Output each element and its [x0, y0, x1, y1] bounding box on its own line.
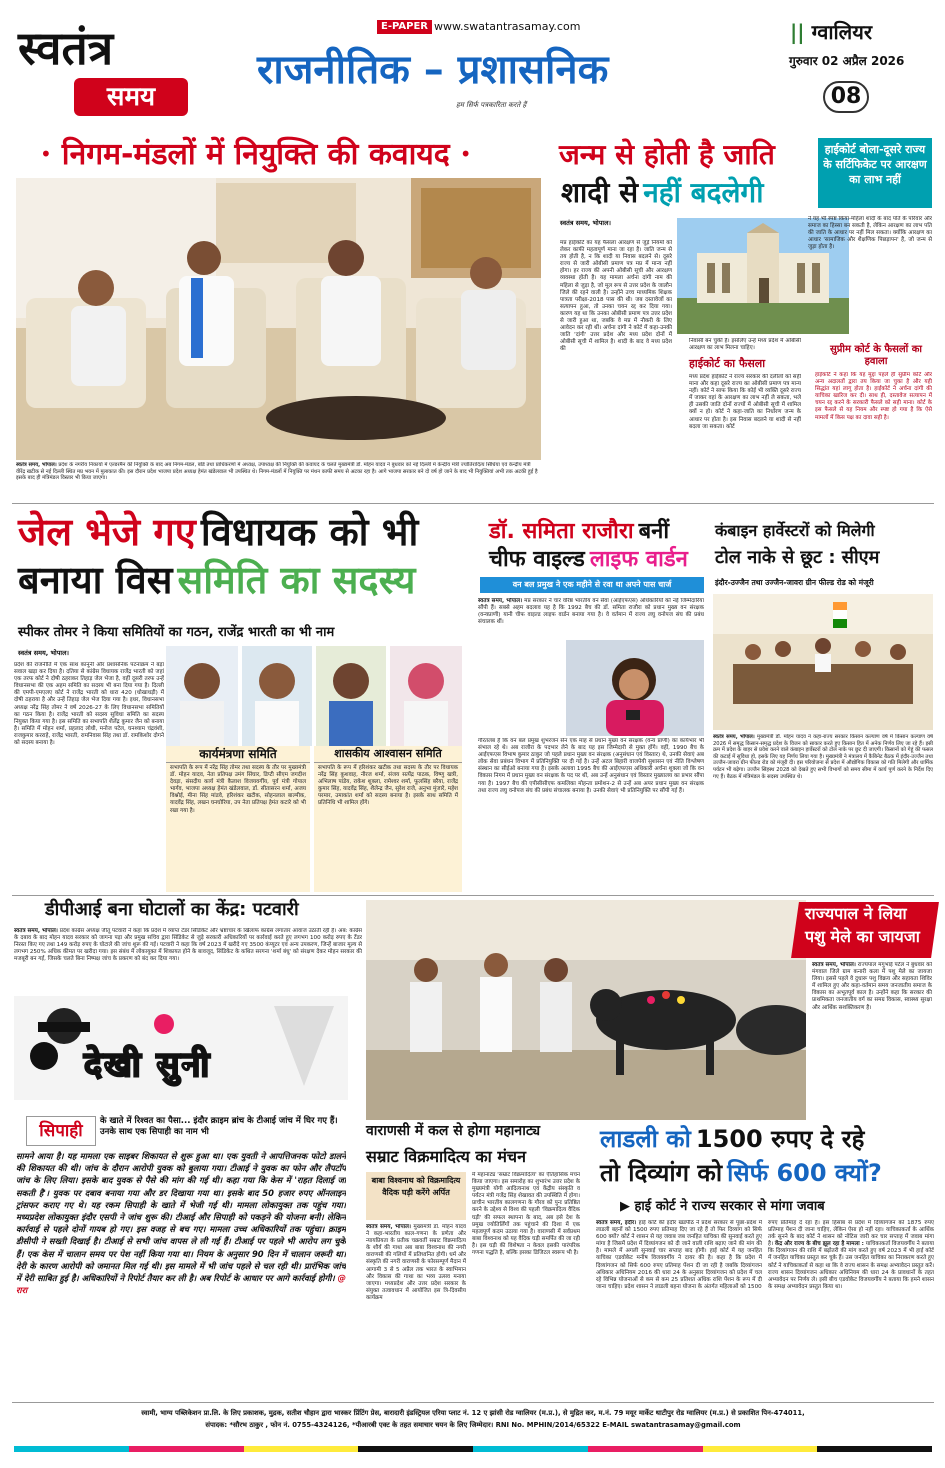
s3-box2-text: सभापति के रूप में हरिशंकर खटीक तथा सदस्य के तौर पर विधायक नरेंद्र सिंह कुशवाह, नीरज शर्मा, संजय सत्येंद्र पाठक, विष्णु खत्री, अभिलाष पांडेय, राकेश शुक्ला, रामेश्वर शर्मा, फूलसिंह बरैया, राजेंद्र कुमार सिंह, यादवेंद्र सिंह, शैलेन्द्र जैन, सुरेश राजे, अनुभा मुंजारे, महेश परमार, उमाकांत शर्मा को सदस्य बनाया है। इसके साथ समिति में प्रतिनिधि भी शामिल होंगे।	[318, 765, 458, 807]
issue-date: गुरुवार 02 अप्रैल 2026	[789, 54, 905, 68]
divider	[12, 895, 934, 896]
color-swatch	[473, 1446, 588, 1452]
s2-title-2b: नहीं बदलेगी	[643, 176, 764, 209]
samita-rajoura-photo	[566, 640, 704, 736]
s10-subhead: केंद्र और राज्य के बीच झूल रहा है मामला :	[774, 1241, 864, 1248]
s1-photo	[16, 178, 541, 460]
s2-title-1: जन्म से होती है जाति	[559, 138, 775, 171]
s8-head-box	[26, 1116, 96, 1146]
s9-title-1: वाराणसी में कल से होगा महानाट्य	[366, 1123, 541, 1139]
s2-col3: ने यह भी स्पष्ट किया-महिला शादी के बाद पति के परिवार और समाज का हिस्सा बन सकती है, लेकिन आरक्षण का लाभ पति की जाति के आधार पर नहीं मिल सकता। क्योंकि आरक्षण का आधार 'सामाजिक और शैक्षणिक पिछड़ापन' है, जो जन्म से जुड़ा होता है।	[808, 216, 932, 251]
epaper-tag: E-PAPER	[377, 20, 432, 34]
s5-byline: स्वतंत्र समय, भोपाल।	[713, 734, 755, 740]
tagline: हम सिर्फ पत्रकारिता करते हैं	[456, 101, 527, 109]
s2-col2: निवासी बन चुकी हैं। इसलिए उन्हें मध्य प्रदेश में ओबीसी आरक्षण का लाभ मिलना चाहिए।	[689, 338, 801, 352]
s1-caption-text: प्रदेश के नगरीय निकायों में एल्डरमैन की नियुक्ति के बाद अब निगम-मंडल, बोर्ड तथा प्राधिकरणों में अध्यक्ष, उपाध्यक्ष की नियुक्ति की कवायद के चलते मुख्यमंत्री डॉ. मोहन यादव ने बुधवार को नई दिल्ली में केन्द्रीय मंत्री ज्योतिरादित्य सिंधिया एवं केन्द्रीय मंत्री वीरेंद्र खटीक से नई दिल्ली स्थित मप्र भवन में मुलाकात की। इस दौरान प्रदेश भाजपा प्रदेश अध्यक्ष हेमंत खंडेलवाल भी उपस्थित थे। निगम-मंडलों में नियुक्ति पर मंथन काफी समय से अटका रहा है। आगे भाजपा सरकार बने दो वर्ष हो जाने के बाद भी नियुक्तियां अभी तक अटकी हुई है इसके बाद ही मंत्रिमंडल विस्तार भी किया जाएगा।	[16, 462, 538, 482]
s4-body-1	[478, 598, 704, 640]
s2-highlight-box	[818, 138, 932, 208]
s4-photo	[566, 640, 704, 736]
s9-col2: में महानाट्य 'सम्राट विक्रमादित्य' का ऐतिहासिक मंचन किया जाएगा। इस समारोह का शुभारंभ उत्तर प्रदेश के मुख्यमंत्री योगी आदित्यनाथ एवं केंद्रीय संस्कृति व पर्यटन मंत्री गजेंद्र सिंह शेखावत की उपस्थिति में होगा। प्राचीन भारतीय कालगणना के गौरव को पुनः प्रतिष्ठित करने के उद्देश्य से विश्व की पहली 'विक्रमादित्य वैदिक घड़ी' की सफल स्थापना के बाद, अब इसे देश के प्रमुख ज्योतिर्लिंगों तक पहुंचाने की दिशा में एक महत्वपूर्ण कदम उठाया गया है। वाराणसी में सर्वप्रथम बाबा विश्वनाथ को यह वैदिक घड़ी समर्पित की जा रही है। इस घड़ी की विशेषता न केवल इसकी पारंपरिक गणना पद्धति है, बल्कि इसका डिजिटल स्वरूप भी है।	[472, 1172, 580, 1257]
s4-body-1-text: मप्र सरकार ने चार वरिष्ठ भारतीय वन सेवा (आईएफएस) अधिकारियों को नई जिम्मेदारियां सौंपी हैं। सबसे अहम बदलाव यह है कि 1992 बैच की डॉ. समिता राजौरा को प्रधान मुख्य वन संरक्षक (वन्यप्राणी) यानी चीफ वाइल्ड लाइफ वार्डन बनाया गया है। वे वर्तमान में राज्य लघु वनोपज संघ की प्रबंध संचालक थीं।	[478, 598, 704, 626]
s7-title-2: पशु मेले का जायजा	[805, 927, 920, 946]
s8-body-wrap	[16, 1150, 346, 1398]
s2-col3b: हाईकोर्ट ने कहा कि यह मुद्दा पहले ही सुप्रीम कोर्ट और अन्य अदालतों द्वारा तय किया जा चुका है और यही सिद्धांत यहां लागू होता है। हाईकोर्ट ने अर्चना दांगी की याचिका खारिज कर दी। साथ ही, दस्तावेज सत्यापन में चयन रद्द करने के सरकारी फैसले को सही माना। कोर्ट के इस फैसले से यह नियम और स्पष्ट हो गया है कि ऐसे मामलों में किस पक्ष का दावा सही है।	[815, 372, 932, 421]
s5-body	[713, 734, 933, 892]
s2-box-text: हाईकोर्ट बोला-दूसरे राज्य के सर्टिफिकेट पर आरक्षण का लाभ नहीं	[823, 143, 927, 186]
s2-subhead-1: हाईकोर्ट का फैसला	[689, 357, 766, 370]
s5-title-1: कंबाइन हार्वेस्टरों को मिलेगी	[715, 521, 875, 540]
masthead	[14, 22, 229, 122]
s1-caption	[16, 462, 541, 496]
s7-body	[812, 962, 932, 1118]
s6-byline: स्वतंत्र समय, भोपाल।	[14, 928, 58, 934]
logo-bottom-box	[74, 78, 188, 116]
s1-caption-lead: स्वतंत्र समय, भोपाल।	[16, 462, 57, 468]
bullet-dot: •	[40, 142, 52, 166]
s10-title-2a: तो दिव्यांग को	[600, 1159, 723, 1187]
s10-col2-text: रुपए प्रतिमाह दे रहा है। इस हिसाब से प्रदेश में दिव्यांगजन को 1875 रुपए प्रतिमाह पेंशन दी जाना चाहिए, लेकिन ऐसा हो नहीं रहा। याचिकाकर्ता के आर्थिक तर्क सुनने के बाद कोर्ट ने शासन को नोटिस जारी कर चार सप्ताह में जवाब मांगा है।	[768, 1220, 934, 1248]
s3-body: प्रदेश की राजनीति में एक साथ कानूनी और प्रशासनिक पटनाक्रम ने बड़ा सवाल खड़ा कर दिया है। दतिया से कांग्रेस विधायक राजेंद्र भारती को जहां एक तरफ कोर्ट ने दोषी ठहराकर तिहाड़ जेल भेजा है, वहीं दूसरी तरफ उन्हें विधानसभा की एक अहम समिति का सदस्य भी बना दिया गया है। दिल्ली की एमपी-एमएलए कोर्ट ने राजेंद्र भारती को धारा 420 (धोखाधड़ी) में दोषी ठहराया है और उन्हें तिहाड़ जेल भेज दिया गया है। इधर, विधानसभा अध्यक्ष नरेंद्र सिंह तोमर ने वर्ष 2026-27 के लिए विधानसभा समितियों का गठन किया है। राजेंद्र भारती को सदस्य सुविधा समिति का सदस्य नियुक्त किया गया है। इस समिति का सभापति शैलेंद्र कुमार जैन को बनाया है। समिति में मोहन शर्मा, प्रहलाद लोधी, मनोज पटेल, घनश्याम चंद्रवंशी, राजकुमार करराहे, राजेंद्र भारती, रामनिवास सिंह तथा डॉ. रामकिशोर दोगने को सदस्य बनाया है।	[14, 662, 164, 747]
cabinet-meeting-photo	[713, 594, 933, 730]
s3-box1-title: कार्यमंत्रणा समिति	[166, 746, 310, 763]
s2-title-2	[561, 178, 763, 209]
website[interactable]: www.swatantrasamay.com	[434, 20, 581, 33]
s9-byline: स्वतंत्र समय, भोपाल।	[366, 1224, 412, 1230]
s10-strap-text: हाई कोर्ट ने राज्य सरकार से मांगा जवाब	[634, 1199, 825, 1214]
s1-title: निगम-मंडलों में नियुक्ति की कवायद	[61, 136, 450, 172]
s10-col2b-text: याचिकाकर्ता विजयवर्गीय ने बताया कि दिव्यांगजन की राशि में बढ़ोतरी की मांग करते हुए वर्ष 2023 में भी हाई कोर्ट में जनहित याचिका प्रस्तुत कर चुके हैं। उस जनहित याचिका का निराकरण करते हुए कोर्ट ने याचिकाकर्ता से कहा था कि वे राज्य शासन के समक्ष अभ्यावेदन प्रस्तुत करें। राज्य शासन दिव्यांगजन अधिकार अधिनियम की धारा 24 के प्रावधानों के तहत अभ्यावेदन पर निर्णय ले। इसी बीच एडवोकेट विजयवर्गीय ने बताया कि हमने शासन के समक्ष अभ्यावेदन प्रस्तुत किया था।	[768, 1241, 934, 1290]
logo-bottom: समय	[106, 82, 156, 112]
s4-body-2: गौरतलब है कि वन बल प्रमुख शुभरंजन सेन एक माह से प्रधान मुख्य वन संरक्षक (वन्य प्राणी) का कार्यभार भी संभाल रहे थे। अब राजौरा के पदभार लेने के बाद यह इस जिम्मेदारी से मुक्त होंगे। वहीं, 1990 बैच के आईएफएस विभाष कुमार ठाकुर जो पहले प्रधान मुख्य वन संरक्षक (अनुसंधान एवं विस्तार) थे, उनकी सेवाएं अब लोक सेवा प्रबंधन विभाग में प्रतिनियुक्ति पर दी गई है। उन्हें अटल बिहारी वाजपेयी सुशासन एवं नीति विश्लेषण संस्थान का सीईओ बनाया गया है। इसके अलावा 1995 बैच की आईएफएस अधिकारी अर्चना शुक्ला जो कि वन विकास निगम में प्रधान मुख्य वन संरक्षक के पद पर थीं, अब उन्हें अनुसंधान एवं विस्तार मुख्यालय का प्रभार सौंपा गया है। 1997 बैच की एपीसीसीएफ कमलिका मोहन्ता प्रमोशन-2 से उन्हें अब अपर प्रधान मुख्य वन संरक्षक तथा राज्य लघु वनोपज संघ की प्रबंध संचालक बनाया है। उनकी सेवाएं भी प्रतिनियुक्ति पर सौंपी गई हैं।	[478, 738, 704, 794]
color-swatch	[244, 1446, 359, 1452]
s3-subtitle: स्पीकर तोमर ने किया समितियों का गठन, राजेंद्र भारती का भी नाम	[18, 625, 335, 640]
s3-title-1a: जेल भेजे गए	[18, 510, 196, 554]
s4-title-1a: डॉ. समिता राजौरा	[489, 519, 634, 544]
s5-photo	[713, 594, 933, 730]
s4-title-1b: बनीं	[638, 519, 670, 544]
s3-box1-text: सभापति के रूप में नरेंद्र सिंह तोमर तथा सदस्य के तौर पर मुख्यमंत्री डॉ. मोहन यादव, नेता प्रतिपक्ष उमंग सिंघार, डिप्टी सीएम जगदीश देवड़ा, संसदीय कार्य मंत्री कैलाश विजयवर्गीय, पूर्व मंत्री गोपाल भार्गव, भाजपा अध्यक्ष हेमंत खंडेलवाल, डॉ. सीतासरन शर्मा, अजय विश्नोई, मीना सिंह मांडवे, हरिशंकर खटीक, सोहनलाल बाल्मीक, यादवेंद्र सिंह, लखन घनघोरिया, उप नेता प्रतिपक्ष हेमंत कटारे को भी रखा गया है।	[170, 765, 306, 814]
s9-box	[366, 1172, 466, 1220]
color-swatch	[358, 1446, 473, 1452]
triangle-icon: ▶	[620, 1199, 630, 1214]
s3-byline: स्वतंत्र समय, भोपाल।	[18, 649, 69, 657]
s8-body: सामने आया है। यह मामला एक साइबर शिकायत से शुरू हुआ था। एक युवती ने आपत्तिजनक फोटो डालने की शिकायत की थी। जांच के दौरान आरोपी युवक को बुलाया गया। टीआई ने युवक का फोन और लैपटॉप जांच के लिए लिया। इसके बाद युवक से पैसे की मांग की गई थी। कहा गया कि केस में 'राहत दिलाई जा सकती है'। युवक पर दबाव बनाया गया और डर दिखाया गया था। इसके बाद 50 हजार रुपए ऑनलाइन ट्रांसफर कराए गए थे। यह रकम सिपाही के खाते में भेजी गई थी। मामला लोकायुक्त तक पहुंच गया। मध्यप्रदेश लोकायुक्त इंदौर एसपी ने जांच शुरू की। टीआई और सिपाही को पकड़ने की योजना बनी। लेकिन कार्रवाई से पहले दोनों गायब हो गए। इस वजह से बच गए। मामला उच्च अधिकारियों तक पहुंचा। क्राइम डीसीपी ने सख्ती दिखाई है। टीआई से सभी जांच वापस ले ली गई हैं। टीआई पर पहले भी आरोप लग चुके हैं। एक केस में चालान समय पर पेश नहीं किया गया था। नियम के अनुसार 90 दिन में चालान जरूरी था। देरी के कारण आरोपी को जमानत मिल गई थी। इस मामले में भी जांच पहले से चल रही थी। प्रारंभिक जांच में देरी साबित हुई है। अधिकारियों ने रिपोर्ट तैयार कर ली है। अब रिपोर्ट के आधार पर आगे कार्रवाई होगी।	[16, 1151, 346, 1284]
color-swatch	[588, 1446, 703, 1452]
s9-col1	[366, 1224, 466, 1398]
s10-title-1b: 1500 रुपए दे रहे	[695, 1125, 865, 1153]
s3-title-2b: समिति का सदस्य	[177, 558, 416, 602]
s10-col2	[768, 1220, 934, 1398]
s3-box-1	[166, 746, 310, 892]
section-title: राजनीतिक – प्रशासनिक	[257, 47, 609, 93]
s10-title-1a: लाडली को	[600, 1125, 691, 1153]
divider	[12, 503, 934, 504]
s4-byline: स्वतंत्र समय, भोपाल।	[478, 598, 523, 604]
bullet-dot: •	[459, 142, 472, 166]
color-swatch	[14, 1446, 129, 1452]
s8-lead: के खाते में रिश्वत का पैसा... इंदौर क्राइम ब्रांच के टीआई जांच में घिर गए हैं। उनके साथ एक सिपाही का नाम भी	[100, 1116, 338, 1137]
s7-byline: स्वतंत्र समय, भोपाल।	[812, 962, 856, 968]
s3-portraits	[166, 646, 462, 746]
s10-headline-1	[600, 1126, 864, 1152]
logo-top: स्वतंत्र	[18, 21, 114, 75]
s4-title-2a: चीफ वाइल्ड	[489, 547, 585, 572]
s10-title-2b: सिर्फ 600 क्यों?	[727, 1159, 882, 1187]
s3-box-2	[314, 746, 462, 892]
meeting-room-photo	[16, 178, 541, 460]
color-swatch	[703, 1446, 818, 1452]
color-registration-bar	[14, 1446, 932, 1452]
s2-subhead-2: सुप्रीम कोर्ट के फैसलों का हवाला	[829, 344, 923, 367]
s6-title: डीपीआई बना घोटालों का केंद्र: पटवारी	[45, 899, 299, 920]
s5-body-text: मुख्यमंत्री डॉ. मोहन यादव ने कहा-राज्य सरकार किसान कल्याण वर्ष में किसान कल्याण वर्ष 2026 में समृद्ध किसान-समृद्ध प्रदेश के विजन को साकार करते हुए किसान हित में अनेक निर्णय लिए जा रहे हैं। इसी क्रम में प्रदेश के बाहर से प्रवेश करने वाले कंबाइन हार्वेस्टरों को टोल नाके पर छूट दी जाएगी। किसानों को गेहूं की फसल की कटाई में सुविधा हो, इसके लिए यह निर्णय लिया गया है। मुख्यमंत्री ने मंत्रालय में कैबिनेट बैठक में इंदौर-उज्जैन तथा उज्जैन-जावरा ग्रीन फील्ड रोड को मंजूरी दी। इस परियोजना से प्रदेश में औद्योगिक विकास को गति मिलेगी और धार्मिक पर्यटन भी बढ़ेगा। उज्जैन सिंहस्थ 2028 को देखते हुए सभी विभागों को समय सीमा में कार्य पूर्ण करने के निर्देश दिए गए हैं। बैठक में मंत्रिमंडल के सदस्य उपस्थित थे।	[713, 734, 933, 780]
s1-headline	[40, 137, 510, 171]
s4-headline-1	[489, 520, 669, 544]
s8-section	[14, 1114, 348, 1398]
city: ग्वालियर	[811, 20, 873, 44]
s2-byline: स्वतंत्र समय, भोपाल।	[560, 219, 611, 227]
color-swatch	[817, 1446, 932, 1452]
s9-box-text: बाबा विश्वनाथ को विक्रमादित्य वैदिक घड़ी करेंगे अर्पित	[371, 1176, 461, 1197]
s4-headline-2	[489, 548, 688, 572]
leaders-portraits	[166, 646, 462, 746]
city-name: || ग्वालियर	[790, 20, 873, 44]
s2-col2b: मध्य प्रदेश हाईकोर्ट ने राज्य सरकार की दलीलों को सही माना और कहा दूसरे राज्य का ओबीसी प्रमाण पत्र मान्य नहीं। कोर्ट ने साफ किया कि कोई भी व्यक्ति दूसरे राज्य में जाकर वहां के आरक्षण का लाभ नहीं ले सकता, भले ही उसकी जाति दोनों राज्यों में ओबीसी सूची में शामिल क्यों न हो। कोर्ट ने कहा-जाति का निर्धारण जन्म के आधार पर होता है। इस निवास बदलने या शादी से नहीं बदला जा सकता। कोर्ट	[689, 374, 801, 430]
imprint-line-1: स्वामी, भाग्य पब्लिकेशन प्रा.लि. के लिए प्रकाशक, मुद्रक, सतीश चौहान द्वारा भास्कर प्रिंटिंग प्रेस, बारादारी इंडस्ट्रियल एरिया प्लाट नं. 12 ए झांसी रोड ग्वालियर (म.प्र.), से मुद्रित कर, म.नं. 79 मयूर मार्केट थाटीपुर रोड ग्वालियर (म.प्र.) से प्रकाशित पिन-474011,	[141, 1409, 805, 1417]
s3-headline-2	[18, 560, 415, 602]
s7-photo	[366, 900, 806, 1120]
dekhi-suni-banner	[14, 996, 348, 1100]
s4-title-2b: लाइफ वार्डन	[589, 547, 688, 572]
s7-body-text: राज्यपाल मंगुभाई पटेल ने बुधवार को मंगवाल जिले ग्राम कनारी कला में पशु मेले का जायजा लिया। इससे पहले वे दुधारू पशु विक्रय और सहायता शिविर में शामिल हुए और कहा-वर्तमान समय जनजातीय समाज के विकास का अभूतपूर्व काल है। उन्होंने कहा कि सरकार की प्राथमिकता जनजातीय वर्ग का समग्र विकास, स्वास्थ्य सुरक्षा और आर्थिक सशक्तिकरण है।	[812, 962, 932, 1011]
s3-title-2a: बनाया विस	[18, 558, 173, 602]
imprint-line-2: संपादक: *सौरभ ठाकुर , फोन नं. 0755-4324126, *पीआरबी एक्ट के तहत समाचार चयन के लिए जिम्मेदार। RNI No. MPHIN/2014/65322 E-MAIL swatantrasamay@gmail.com	[205, 1421, 741, 1429]
s10-headline-2	[600, 1160, 882, 1186]
s10-byline: स्वतंत्र समय, इंदौर।	[596, 1220, 637, 1226]
s3-box2-title: शासकीय आश्वासन समिति	[314, 746, 462, 763]
s10-col1-text: हाई कोर्ट की इंदौर खंडपीठ ने प्रदेश सरकार से पूछा-प्रदेश में लाडली बहनों को 1500 रुपए प्रतिमाह दिए जा रहे हैं तो फिर दिव्यांग को सिर्फ 600 क्यों? कोर्ट ने शासन से यह जवाब जब जनहित याचिका की सुनवाई करते हुए मांगा है जिसमें प्रदेश में दिव्यांगजन को दी जाने वाली राशि बढ़ाए जाने की मांग की है। मामले में अगली सुनवाई चार सप्ताह बाद होगी। हाई कोर्ट में यह जनहित याचिका एडवोकेट मनीष विजयवर्गीय ने दायर की है। कहा है कि प्रदेश में दिव्यांगजन को सिर्फ 600 रुपए प्रतिमाह पेंशन दी जा रही है जबकि दिव्यांगजन अधिकार अधिनियम 2016 की धारा 24 के अनुसार दिव्यांगजन को प्रदेश में चल रहे विभिन्न योजनाओं से कम से कम 25 प्रतिशत अधिक राशि पेंशन के रूप में दी जाना चाहिए। प्रदेश शासन ने लाडली बहना योजना के अंतर्गत महिलाओं को 1500	[596, 1220, 762, 1290]
divider	[12, 1402, 934, 1403]
s6-body-text: प्रदेश कांग्रेस अध्यक्ष जीतू पटवारी ने कहा कि प्रदेश में व्याप्त टेंडर सिंडिकेट और भ्रष्टाचार के खिलाफ कांग्रेस लगातार आवाज उठाती रही है। अब: कांग्रेस के दबाव के बाद मोहन यादव सरकार को जागना पड़ा और प्रमुख सचिव द्वारा सिंडिकेट से जुड़े सरकारी अधिकारियों पर कार्रवाई करते हुए लगभग 100 करोड़ रुपए के टेंडर निरस्त किए गए तथा 149 करोड़ रुपए के घोटाले की जांच शुरू की गई। पटवारी ने कहा कि वर्ष 2023 में खरीदे गए 3500 कंप्यूटर एवं अन्य उपकरण, जिन्हें बाजार मूल्य से लगभग 250% अधिक कीमत पर खरीदा गया। इस संबंध में लोकायुक्त में शिकायत होने के बावजूद, सिंडिकेट के कथित सरगना 'शर्मा बंधु' को संरक्षण देकर मोहन सरकार की मजबूरी बन गई, जिसके चलते बिना निष्पक्ष जांच के प्रकरण को बंद कर दिया गया।	[14, 928, 362, 963]
s3-title-1b: विधायक को भी	[200, 510, 419, 554]
s3-headline-1	[18, 512, 418, 554]
color-swatch	[129, 1446, 244, 1452]
s2-title-2a: शादी से	[561, 176, 639, 209]
s10-col1	[596, 1220, 762, 1398]
cattle-fair-photo	[366, 900, 806, 1120]
s6-body	[14, 928, 362, 990]
page-number: 08	[823, 81, 869, 113]
s9-title-2: सम्राट विक्रमादित्य का मंचन	[366, 1147, 526, 1166]
s4-strap: वन बल प्रमुख ने एक महीने से रवा था अपने पास चार्ज	[480, 577, 704, 593]
s10-strap	[620, 1196, 825, 1214]
s5-title-2: टोल नाके से छूट : सीएम	[715, 547, 880, 568]
s7-title-1: राज्यपाल ने लिया	[805, 904, 907, 923]
s8-sign: @ रारा	[16, 1273, 346, 1296]
s5-strap: इंदौर-उज्जैन तथा उज्जैन-जावरा ग्रीन फील्ड रोड को मंजूरी	[715, 578, 874, 587]
dekhi-suni-title: देखी सुनी	[84, 1045, 212, 1085]
s8-head: सिपाही	[39, 1121, 83, 1141]
s2-col1: मप्र हाईकोर्ट का यह फैसला आरक्षण से जुड़े नियमों को लेकर काफी महत्वपूर्ण माना जा रहा है। जाति जन्म से तय होती है, न कि शादी या निवास बदलने से। दूसरे राज्य से जारी ओबीसी प्रमाण पत्र मप्र में मान्य नहीं होगा। हर राज्य की अपनी ओबीसी सूची और आरक्षण व्यवस्था होती है। यह मामला अर्चना दांगी नाम की महिला से जुड़ा है, जो मूल रूप से उत्तर प्रदेश के जालौन जिले की रहने वाली है। उन्होंने उच्च माध्यमिक शिक्षक पात्रता परीक्षा-2018 पास की थी। जब दस्तावेजों का सत्यापन हुआ, तो उनका चयन रद्द कर दिया गया। कारण यह था कि उनका ओबीसी प्रमाण पत्र उत्तर प्रदेश से जारी हुआ था, जबकि वे मप्र में नौकरी के लिए आवेदन कर रही थीं। अर्चना दांगी ने कोर्ट में कहा-उनकी जाति 'दांगी' उत्तर प्रदेश और मध्य प्रदेश दोनों में ओबीसी सूची में शामिल है। शादी के बाद वे मध्य प्रदेश की	[560, 240, 672, 353]
s9-col1-text: मुख्यमंत्री डॉ. मोहन यादव ने कहा-भारतीय काल-गणना के प्रणेता और न्यायप्रियता के प्रतीक चक्रवर्ती सम्राट विक्रमादित्य के शौर्य की गाथा अब बाबा विश्वनाथ की नगरी वाराणसी की गलियों में प्रतिध्वनित होगी। धर्म और संस्कृति की नगरी वाराणसी के फोरसम्पूर्ण मैदान में आगामी 3 से 5 अप्रैल तक भारत के स्वाभिमान और विकास की गाथा का भव्य उत्सव मनाया जाएगा। मध्यप्रदेश और उत्तर प्रदेश सरकार के संयुक्त तत्वावधान में आयोजित इस त्रि-दिवसीय कार्यक्रम	[366, 1224, 466, 1301]
